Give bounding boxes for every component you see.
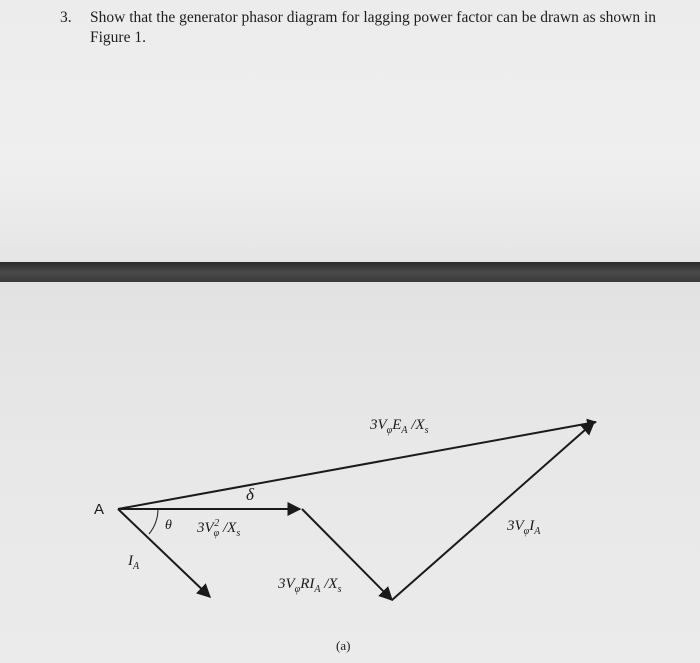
phasor-diagram: [0, 282, 700, 663]
page-divider-band: [0, 262, 700, 282]
angle-theta-arc: [149, 509, 158, 534]
label-3v-ia: $3V_\varphi I_A$: [507, 518, 541, 537]
figure-caption: (a): [336, 638, 351, 653]
phasor-v-ea-over-xs: [118, 422, 596, 509]
angle-theta-label: θ: [165, 518, 172, 533]
current-ia-label: $I_A$: [128, 553, 140, 572]
question-number: 3.: [60, 9, 72, 26]
label-3v2-over-xs: $3V_\varphi 2$ $/X_s$: [197, 518, 241, 539]
label-3v-ria-over-xs: $3V_\varphi RI_A$ $/X_s$: [278, 576, 342, 595]
label-3v-ea-over-xs: $3V_\varphi E_A$ $/X_s$: [370, 417, 429, 436]
question-text: Show that the generator phasor diagram for lagging power factor can be drawn as shown in Figure 1.: [90, 9, 656, 46]
angle-delta-label: δ: [246, 485, 254, 504]
phasor-v-ia: [392, 422, 594, 600]
point-a-label: A: [94, 501, 105, 518]
